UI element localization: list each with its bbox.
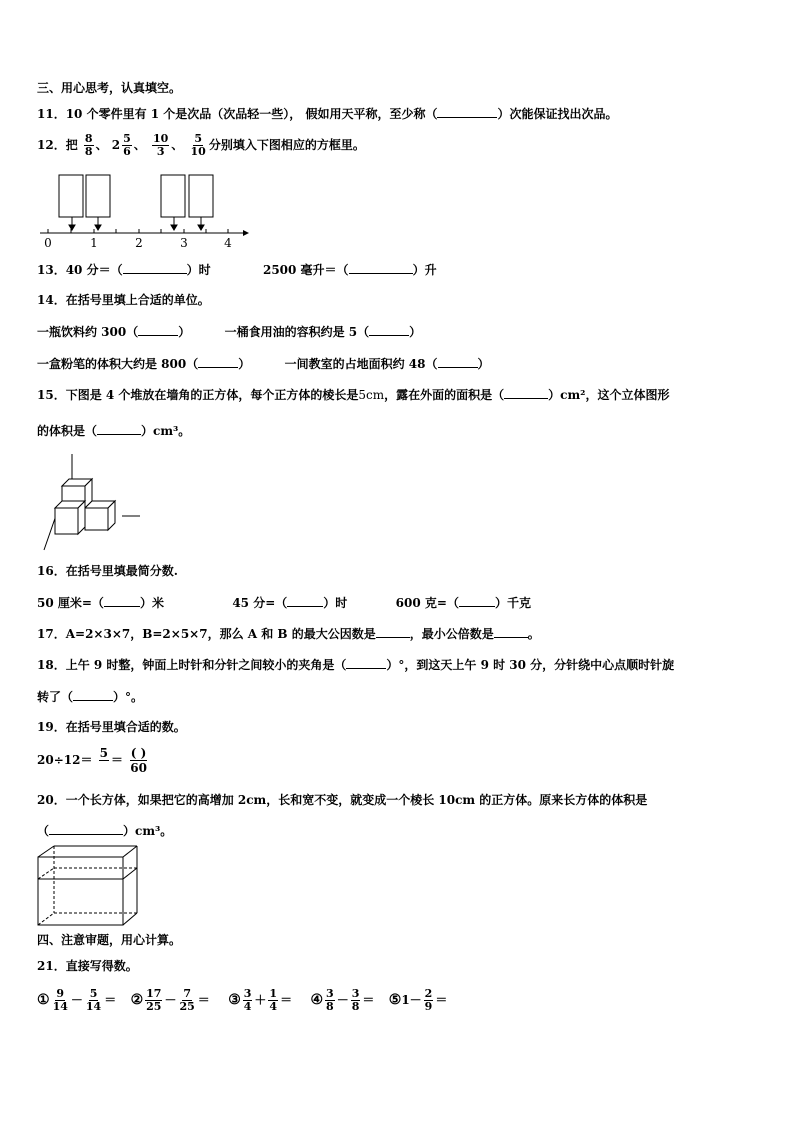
answer-blank[interactable] (437, 105, 497, 118)
stacked-cubes-figure (40, 454, 150, 554)
question-12: 12．把 $\frac{8}{8}$ 、 2 $\frac{5}{6}$ 、 $\frac{10}{3}$ 、 $\frac{5}{10}$ 分别填入下图相应的方框里。 (37, 132, 365, 158)
question-14: 14．在括号里填上合适的单位。 (37, 293, 210, 307)
axis-arrow (243, 230, 249, 236)
answer-fraction[interactable]: $\frac{( )}{60}$ (130, 746, 147, 775)
question-15: 15．下图是 4 个堆放在墙角的正方体，每个正方体的棱长是5cm，露在外面的面积是（ ）cm²，这个立体图形 (37, 388, 670, 402)
answer-blank[interactable] (459, 594, 495, 607)
answer-box[interactable] (59, 175, 83, 217)
question-17: 17．A=2×3×7，B=2×5×7，那么 A 和 B 的最大公因数是 ，最小公倍数是 。 (37, 627, 540, 641)
question-19-expression: 20÷12＝ 5 ＝ $\frac{( )}{60}$ (37, 746, 147, 775)
question-18: 18．上午 9 时整，钟面上时针和分针之间较小的夹角是（ ）°，到这天上午 9 时 30 分，分针绕中心点顺时针旋 (37, 658, 675, 672)
question-13: 13．40 分＝（ ）时 2500 毫升＝（ ）升 (37, 263, 437, 277)
answer-blank[interactable] (287, 594, 323, 607)
expression-3: ③ $\frac{3}{4}$ ＋ $\frac{1}{4}$ ＝ (228, 987, 293, 1013)
answer-blank[interactable] (198, 355, 238, 368)
answer-blank[interactable] (504, 386, 548, 399)
answer-blank[interactable] (494, 625, 528, 638)
front-face (38, 857, 123, 925)
tick-label: 3 (180, 236, 188, 250)
answer-blank[interactable] (346, 656, 386, 669)
answer-blank[interactable] (138, 323, 178, 336)
tick-label: 1 (90, 236, 98, 250)
question-20: 20．一个长方体，如果把它的高增加 2cm，长和宽不变，就变成一个棱长 10cm 的正方体。原来长方体的体积是 (37, 793, 648, 807)
answer-box[interactable] (189, 175, 213, 217)
answer-blank[interactable] (438, 355, 478, 368)
question-15-line-2: 的体积是（ ）cm³。 (37, 424, 191, 438)
question-16: 16．在括号里填最简分数. (37, 564, 178, 578)
answer-blank[interactable] (369, 323, 409, 336)
answer-blank[interactable] (73, 688, 113, 701)
question-21: 21．直接写得数。 (37, 959, 138, 973)
question-19: 19．在括号里填合适的数。 (37, 720, 186, 734)
fraction: $\frac{10}{3}$ (152, 132, 169, 158)
cuboid-figure (36, 845, 140, 927)
answer-blank[interactable] (349, 261, 413, 274)
answer-blank[interactable] (49, 822, 123, 835)
section-4-title: 四、注意审题，用心计算。 (37, 933, 182, 947)
answer-box[interactable] (86, 175, 110, 217)
tick-label: 2 (135, 236, 143, 250)
section-3-title: 三、用心思考，认真填空。 (37, 81, 182, 95)
question-20-line-2: （ ）cm³。 (37, 824, 173, 838)
fraction: 5 (99, 746, 109, 760)
number-line-figure (35, 172, 255, 252)
answer-blank[interactable] (104, 594, 140, 607)
question-14-row-1: 一瓶饮料约 300（ ） 一桶食用油的容积约是 5（ ） (37, 325, 422, 339)
fraction: $\frac{5}{10}$ (190, 132, 206, 158)
expression-2: ② $\frac{17}{25}$ － $\frac{7}{25}$ ＝ (130, 987, 210, 1013)
question-11: 11．10 个零件里有 1 个是次品（次品轻一些）， 假如用天平称，至少称（ ）次能保证找出次品。 (37, 107, 618, 121)
answer-box[interactable] (161, 175, 185, 217)
question-21-expressions (37, 986, 447, 1014)
answer-blank[interactable] (123, 261, 187, 274)
question-14-row-2: 一盒粉笔的体积大约是 800（ ） 一间教室的占地面积约 48（ ） (37, 357, 490, 371)
expression-5: ⑤1－ $\frac{2}{9}$ ＝ (388, 987, 448, 1013)
tick-label: 4 (224, 236, 232, 250)
answer-blank[interactable] (97, 422, 141, 435)
expression-1: ① $\frac{9}{14}$ － $\frac{5}{14}$ ＝ (37, 987, 117, 1013)
fraction: $\frac{5}{6}$ (123, 132, 131, 158)
fraction: $\frac{8}{8}$ (84, 132, 93, 158)
answer-blank[interactable] (376, 625, 410, 638)
tick-label: 0 (44, 236, 52, 250)
question-18-line-2: 转了（ ）°。 (37, 690, 144, 704)
question-16-row: 50 厘米=（ ）米 45 分=（ ）时 600 克=（ ）千克 (37, 596, 531, 610)
expression-4: ④ $\frac{3}{8}$ － $\frac{3}{8}$ ＝ (310, 987, 375, 1013)
